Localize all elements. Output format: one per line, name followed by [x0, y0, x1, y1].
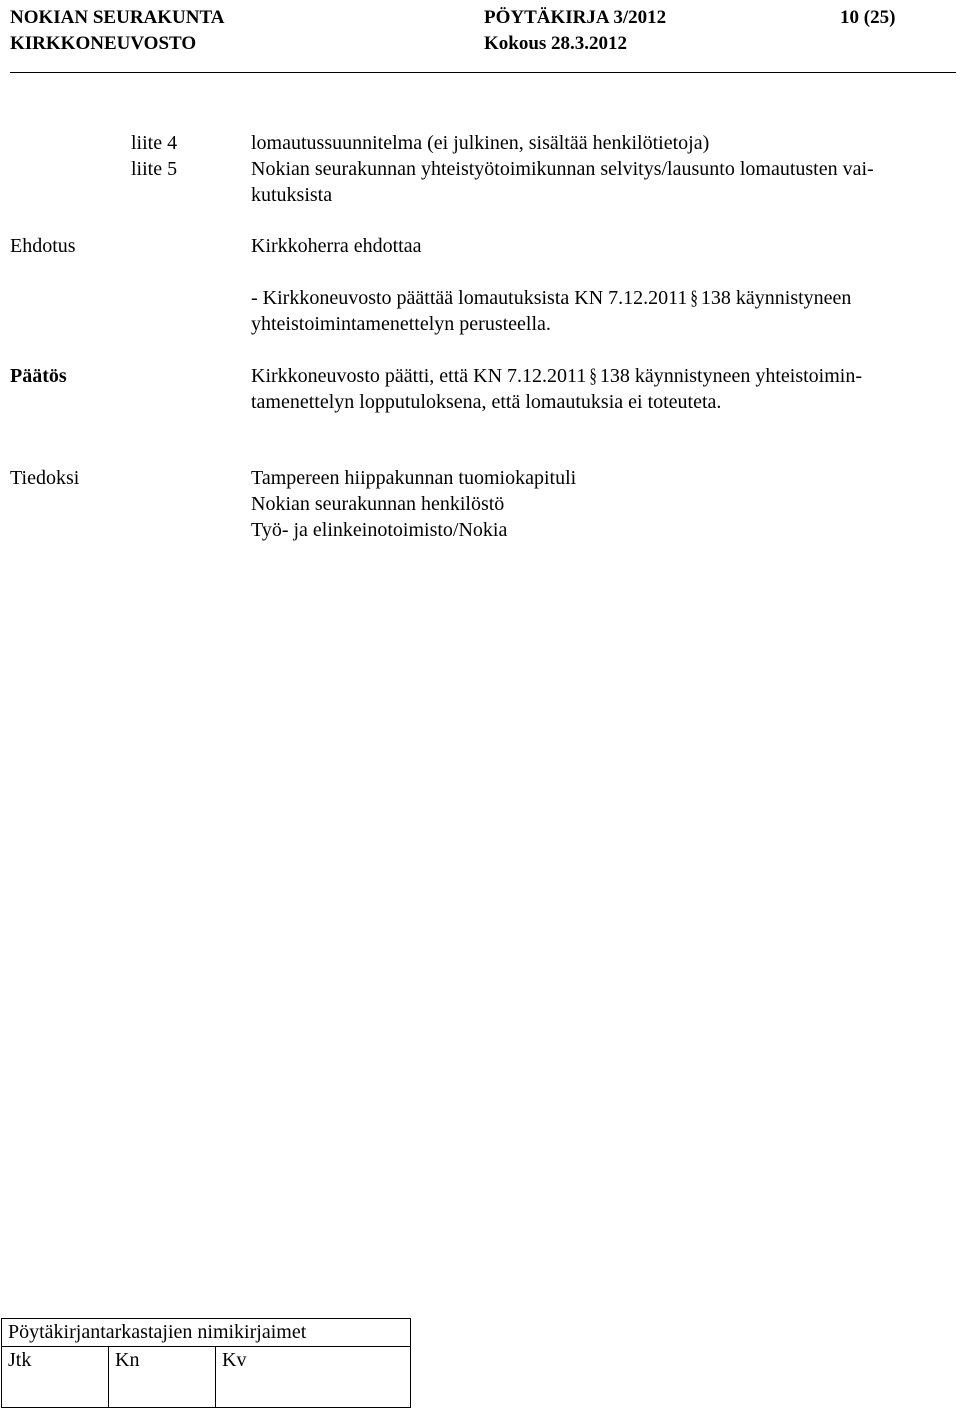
proposal-text: - Kirkkoneuvosto päättää lomautuksista KN 7.12.2011: [251, 287, 688, 309]
recipient: Tampereen hiippakunnan tuomiokapituli: [251, 467, 577, 489]
proposal-line: [251, 286, 851, 313]
attachment-label: liite 5: [131, 158, 178, 180]
section-sign: §: [690, 288, 698, 310]
section-label-paatos: Päätös: [10, 365, 67, 387]
decision-text: tamenettelyn lopputuloksena, että lomautuksia ei toteuteta.: [251, 391, 722, 413]
recipient: Nokian seurakunnan henkilöstö: [251, 493, 505, 515]
signature-box: [1, 1318, 411, 1408]
signature-cell-kv: Kv: [216, 1347, 411, 1408]
signature-box-title: Pöytäkirjantarkastajien nimikirjaimet: [2, 1319, 411, 1347]
decision-text: Kirkkoneuvosto päätti, että KN 7.12.2011: [251, 365, 587, 387]
org-name: NOKIAN SEURAKUNTA: [10, 7, 225, 28]
section-sign: §: [589, 366, 597, 388]
header-divider: [10, 72, 956, 73]
decision-text: 138 käynnistyneen yhteistoimin-: [599, 365, 862, 387]
attachment-text: lomautussuunnitelma (ei julkinen, sisältää henkilötietoja): [251, 132, 710, 154]
attachment-label: liite 4: [131, 132, 178, 154]
proposal-text: 138 käynnistyneen: [700, 287, 852, 309]
section-label-ehdotus: Ehdotus: [10, 235, 76, 257]
attachment-text: Nokian seurakunnan yhteistyötoimikunnan selvitys/lausunto lomautusten vai-: [251, 158, 874, 180]
body-name: KIRKKONEUVOSTO: [10, 33, 197, 54]
meeting-date: Kokous 28.3.2012: [484, 33, 628, 54]
document-title: PÖYTÄKIRJA 3/2012: [484, 7, 667, 28]
page-number: 10 (25): [840, 7, 896, 28]
signature-cell-jtk: Jtk: [2, 1347, 109, 1408]
section-label-tiedoksi: Tiedoksi: [10, 467, 80, 489]
recipient: Työ- ja elinkeinotoimisto/Nokia: [251, 519, 508, 541]
attachment-text-cont: kutuksista: [251, 184, 333, 206]
proposal-intro: Kirkkoherra ehdottaa: [251, 235, 422, 257]
proposal-text: yhteistoimintamenettelyn perusteella.: [251, 313, 551, 335]
decision-line: [251, 364, 862, 391]
signature-cell-kn: Kn: [109, 1347, 216, 1408]
